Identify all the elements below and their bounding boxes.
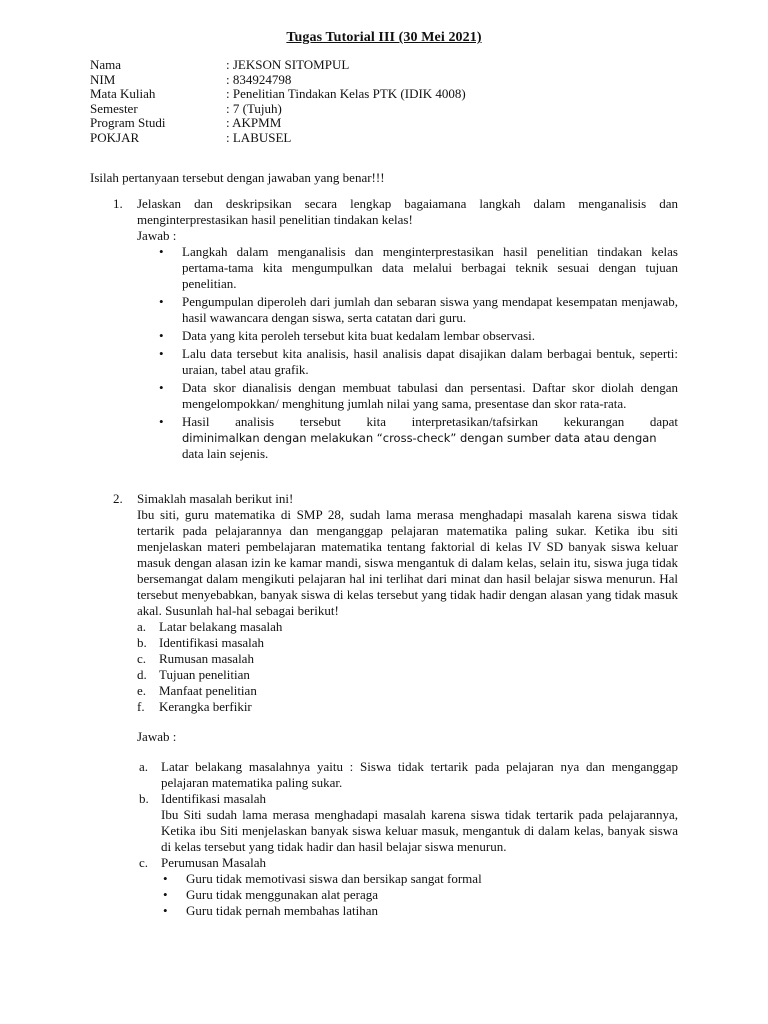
answer-label: Jawab : bbox=[137, 228, 177, 243]
identity-value: : Penelitian Tindakan Kelas PTK (IDIK 4008) bbox=[226, 86, 466, 101]
answer-text: Ibu Siti sudah lama merasa menghadapi masalah karena siswa tidak tertarik pada pelajarannya, Ketika ibu Siti menjelaskan banyak siswa keluar masuk, mengantuk di dalam kelas, banyak siswa di kelas tersebut yang tidak hadir dan hasil belajar siswa menurun. bbox=[161, 807, 678, 854]
list-item: f. Kerangka berfikir bbox=[137, 699, 252, 714]
question-number: 1. bbox=[113, 196, 123, 211]
document-title: Tugas Tutorial III (30 Mei 2021) bbox=[286, 30, 482, 45]
list-item bbox=[157, 414, 678, 462]
list-item: • Data yang kita peroleh tersebut kita buat kedalam lembar observasi. bbox=[159, 328, 536, 343]
list-item: • Pengumpulan diperoleh dari jumlah dan sebaran siswa yang mendapat kesempatan menjawab, hasil wawancara dengan siswa, serta catatan dari guru. bbox=[159, 294, 678, 325]
bullet-text-line: diminimalkan dengan melakukan “cross-check” dengan sumber data atau dengan bbox=[182, 431, 657, 445]
answer-heading: Perumusan Masalah bbox=[161, 855, 267, 870]
task-list bbox=[137, 619, 678, 715]
identity-label: Mata Kuliah bbox=[90, 86, 156, 101]
bullet-icon: • bbox=[159, 294, 164, 309]
student-identity bbox=[90, 58, 690, 145]
identity-row-course bbox=[90, 87, 690, 102]
list-item: a. Latar belakang masalah bbox=[137, 619, 283, 634]
problem-bullet-list bbox=[161, 871, 678, 919]
identity-value: : JEKSON SITOMPUL bbox=[226, 57, 350, 72]
answer-bullet-list bbox=[157, 244, 678, 462]
identity-value: : AKPMM bbox=[226, 115, 282, 130]
list-item: d. Tujuan penelitian bbox=[137, 667, 250, 682]
identity-row-pokjar bbox=[90, 131, 690, 146]
answer-label: Jawab : bbox=[137, 729, 177, 744]
list-item: • Guru tidak pernah membahas latihan bbox=[163, 903, 379, 918]
list-item: c. Rumusan masalah bbox=[137, 651, 254, 666]
bullet-icon: • bbox=[159, 346, 164, 361]
bullet-text-line: data lain sejenis. bbox=[182, 446, 269, 461]
identity-label: Semester bbox=[90, 100, 138, 116]
identity-label: Nama bbox=[90, 57, 122, 72]
bullet-icon: • bbox=[159, 328, 164, 343]
question-number: 2. bbox=[113, 491, 123, 506]
list-item: • Lalu data tersebut kita analisis, hasil analisis dapat disajikan dalam berbagai bentuk, seperti: uraian, tabel atau grafik. bbox=[159, 346, 678, 377]
list-item: • Guru tidak memotivasi siswa dan bersikap sangat formal bbox=[163, 871, 482, 886]
identity-label: POKJAR bbox=[90, 129, 140, 145]
bullet-icon: • bbox=[159, 414, 164, 429]
bullet-icon: • bbox=[163, 887, 168, 902]
list-item: • Langkah dalam menganalisis dan menginterprestasikan hasil penelitian tindakan kelas pertama-tama kita mengumpulkan data melalui berbagai teknik sesuai dengan tujuan penelitian. bbox=[159, 244, 678, 291]
identity-label: NIM bbox=[90, 71, 116, 87]
answer-c: c. Perumusan Masalah • Guru tidak memotivasi siswa dan bersikap sangat formal • Guru tidak menggunakan alat peraga • Guru tidak pernah membahas latihan bbox=[139, 855, 678, 919]
bullet-text-line: Hasil analisis tersebut kita interpretasikan/tafsirkan kekurangan dapat bbox=[182, 414, 678, 429]
identity-value: : LABUSEL bbox=[226, 129, 292, 145]
list-item: b. Identifikasi masalah bbox=[137, 635, 265, 650]
identity-label: Program Studi bbox=[90, 115, 166, 130]
list-item: • Data skor dianalisis dengan membuat tabulasi dan persentasi. Daftar skor diolah dengan mengelompokkan/ menghitung jumlah nilai yang sama, presentase dan skor rata-rata. bbox=[159, 380, 678, 411]
identity-row-name bbox=[90, 58, 690, 73]
question-2 bbox=[113, 491, 678, 919]
case-passage: Ibu siti, guru matematika di SMP 28, sudah lama merasa menghadapi masalah karena siswa tidak tertarik pada pelajarannya dan menganggap pelajaran matematika paling sukar. Ketika ibu siti menjelaskan materi pembelajaran matematika tentang faktorial di kelas IV SD banyak siswa keluar masuk dengan alasan izin ke kamar mandi, siswa mengantuk di dalam kelas, selain itu, siswa juga tidak bersemangat dalam mengikuti pelajaran hal ini terlihat dari minat dan hasil belajar siswa menurun. Hal tersebut menyebabkan, banyak siswa di kelas tersebut yang tidak hadir dengan alasan yang tidak masuk akal. Susunlah hal-hal sebagai berikut! bbox=[137, 507, 678, 618]
bullet-icon: • bbox=[163, 903, 168, 918]
instruction-text: Isilah pertanyaan tersebut dengan jawaban yang benar!!! bbox=[90, 170, 385, 185]
list-item: • Guru tidak menggunakan alat peraga bbox=[163, 887, 379, 902]
answer-a: a. Latar belakang masalahnya yaitu : Siswa tidak tertarik pada pelajaran nya dan menganggap pelajaran matematika paling sukar. bbox=[139, 759, 678, 790]
identity-row-nim bbox=[90, 73, 690, 88]
answer-b: b. Identifikasi masalah Ibu Siti sudah lama merasa menghadapi masalah karena siswa tidak tertarik pada pelajarannya, Ketika ibu Siti menjelaskan banyak siswa keluar masuk, mengantuk di dalam kelas, banyak siswa di kelas tersebut yang tidak hadir dan hasil belajar siswa menurun. bbox=[139, 791, 678, 854]
identity-value: : 7 (Tujuh) bbox=[226, 100, 282, 116]
list-item: e. Manfaat penelitian bbox=[137, 683, 257, 698]
bullet-icon: • bbox=[159, 380, 164, 395]
identity-value: : 834924798 bbox=[226, 71, 292, 87]
question-intro: Simaklah masalah berikut ini! bbox=[137, 491, 294, 506]
bullet-icon: • bbox=[163, 871, 168, 886]
bullet-icon: • bbox=[159, 244, 164, 259]
identity-row-program bbox=[90, 116, 690, 131]
identity-row-semester bbox=[90, 102, 690, 117]
answer-heading: Identifikasi masalah bbox=[161, 791, 267, 806]
question-1 bbox=[113, 196, 678, 462]
question-text: Jelaskan dan deskripsikan secara lengkap bagaiamana langkah dalam menganalisis dan menginterprestasikan hasil penelitian tindakan kelas! bbox=[137, 196, 678, 227]
